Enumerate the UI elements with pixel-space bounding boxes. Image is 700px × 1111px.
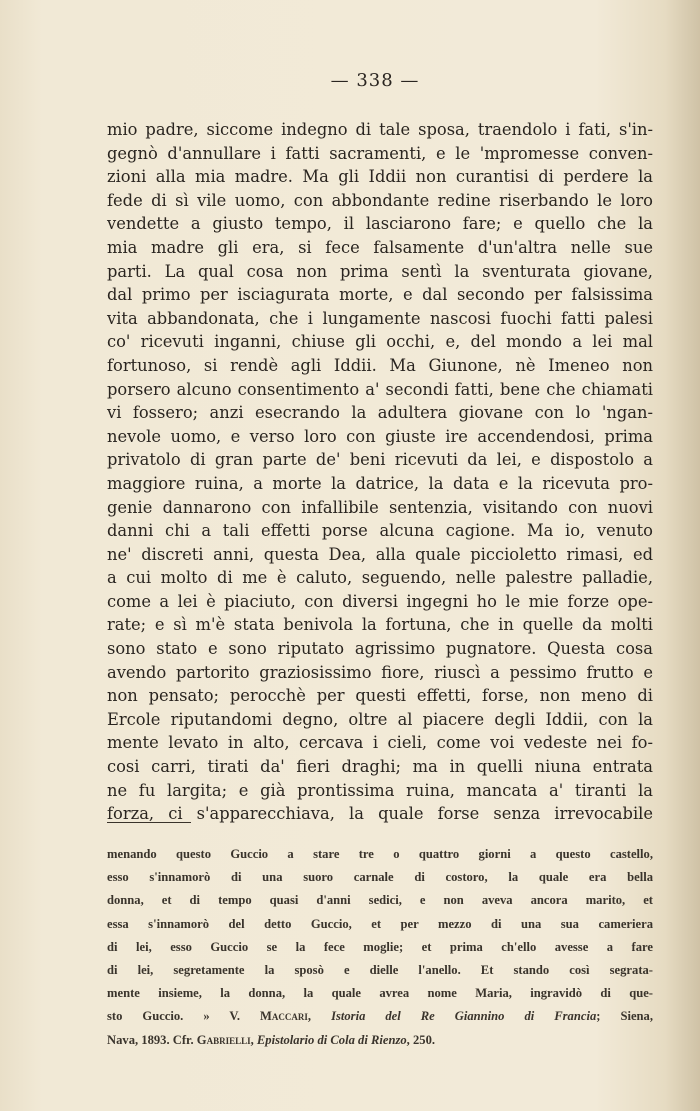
- text-line: rate; e sì m'è stata benivola la fortuna, che in quelle da molti: [107, 615, 653, 635]
- text-line: cosi carri, tirati da' fieri draghi; ma in quelli niuna entrata: [107, 757, 653, 777]
- footnote-line: di lei, esso Guccio se la fece moglie; et prima ch'ello avesse a fare: [107, 939, 653, 954]
- text-line: fortunoso, si rendè agli Iddii. Ma Giunone, nè Imeneo non: [107, 355, 653, 375]
- text-line: genie dannarono con infallibile sentenzia, visitando con nuovi: [107, 497, 653, 517]
- page-number: — 338 —: [330, 70, 420, 91]
- text-line: mente levato in alto, cercava i cieli, come voi vedeste nei fo-: [107, 733, 653, 753]
- footnote-line: menando questo Guccio a stare tre o quattro giorni a questo castello,: [107, 847, 653, 861]
- text-line: ne' discreti anni, questa Dea, alla quale piccioletto rimasi, ed: [107, 544, 653, 564]
- footnote-line: sto Guccio. » V. Maccari, Istoria del Re Giannino di Francia; Siena,: [107, 1009, 653, 1024]
- work-title: Epistolario di Cola di Rienzo: [256, 1032, 407, 1047]
- footnote-line: donna, et di tempo quasi d'anni sedici, e non aveva ancora marito, et: [107, 893, 653, 908]
- footnote-line: essa s'innamorò del detto Guccio, et per mezzo di una sua cameriera: [107, 916, 653, 931]
- text-line: danni chi a tali effetti porse alcuna cagione. Ma io, venuto: [107, 521, 653, 541]
- text-line: vi fossero; anzi esecrando la adultera giovane con lo 'ngan-: [107, 403, 653, 423]
- text-line: fede di sì vile uomo, con abbondante redine riserbando le loro: [107, 190, 653, 210]
- footnote-line: esso s'innamorò di una suoro carnale di costoro, la quale era bella: [107, 870, 653, 885]
- text-line: sono stato e sono riputato agrissimo pugnatore. Questa cosa: [107, 639, 653, 659]
- text-line: ne fu largita; e già prontissima ruina, mancata a' tiranti la: [107, 780, 653, 800]
- text-line: porsero alcuno consentimento a' secondi fatti, bene che chiamati: [107, 379, 653, 399]
- text-line: vendette a giusto tempo, il lasciarono fare; e quello che la: [107, 214, 653, 234]
- text-line: mia madre gli era, si fece falsamente d'un'altra nelle sue: [107, 237, 653, 257]
- text-line: gegnò d'annullare i fatti sacramenti, e le 'mpromesse conven-: [107, 143, 653, 163]
- text-line: co' ricevuti inganni, chiuse gli occhi, e, del mondo a lei mal: [107, 332, 653, 352]
- text-line: non pensato; perocchè per questi effetti, forse, non meno di: [107, 686, 653, 706]
- footnote-line: mente insieme, la donna, la quale avrea nome Maria, ingravidò di que-: [107, 986, 653, 1001]
- text-line: parti. La qual cosa non prima sentì la sventurata giovane,: [107, 261, 653, 281]
- text-line: zioni alla mia madre. Ma gli Iddii non curantisi di perdere la: [107, 167, 653, 187]
- footnote-line: di lei, segretamente la sposò e dielle l'anello. Et stando così segrata-: [107, 962, 653, 977]
- main-text: [107, 118, 653, 826]
- text-line: a cui molto di me è caluto, seguendo, nelle palestre palladie,: [107, 568, 653, 588]
- text-line: forza, ci s'apparecchiava, la quale forse senza irrevocabile: [107, 804, 653, 824]
- text-line: Ercole riputandomi degno, oltre al piacere degli Iddii, con la: [107, 709, 653, 729]
- text-line: dal primo per isciagurata morte, e dal secondo per falsissima: [107, 285, 653, 305]
- text-line: maggiore ruina, a morte la datrice, la data e la ricevuta pro-: [107, 473, 653, 493]
- work-title: Istoria del Re Giannino di Francia: [331, 1009, 597, 1024]
- footnote-separator: [107, 822, 191, 823]
- author-name: Gabrielli: [196, 1032, 251, 1047]
- footnote: [107, 843, 653, 1052]
- author-name: Maccari: [260, 1009, 308, 1024]
- footnote-line: Nava, 1893. Cfr. Gabrielli, Epistolario di Cola di Rienzo, 250.: [107, 1032, 436, 1047]
- text-line: vita abbandonata, che i lungamente nascosi fuochi fatti palesi: [107, 308, 653, 328]
- text-line: privatolo di gran parte de' beni ricevuti da lei, e dispostolo a: [107, 450, 653, 470]
- text-line: nevole uomo, e verso loro con giuste ire accendendosi, prima: [107, 426, 653, 446]
- text-line: mio padre, siccome indegno di tale sposa, traendolo i fati, s'in-: [107, 120, 653, 139]
- text-line: come a lei è piaciuto, con diversi ingegni ho le mie forze ope-: [107, 591, 653, 611]
- text-line: avendo partorito graziosissimo fiore, riuscì a pessimo frutto e: [107, 662, 653, 682]
